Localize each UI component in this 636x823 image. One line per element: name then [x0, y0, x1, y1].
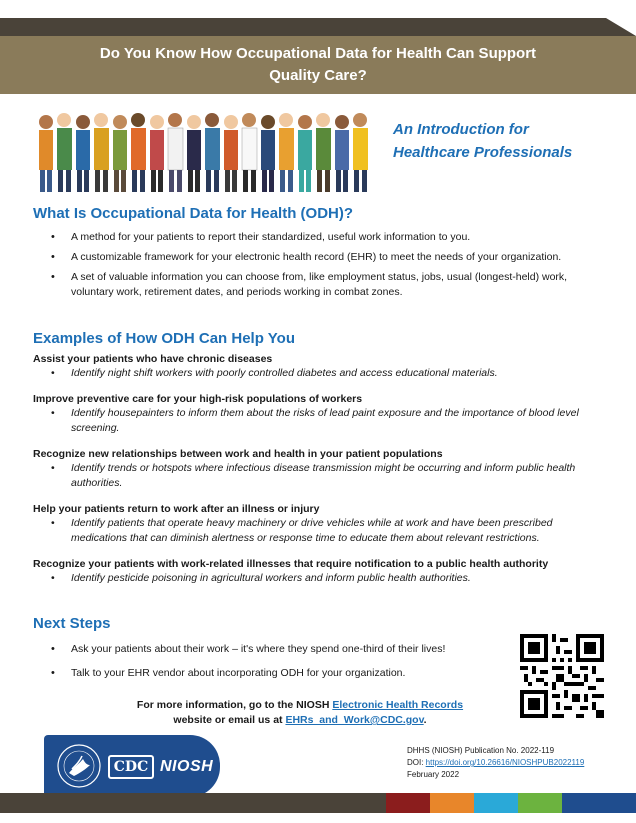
niosh-logo: NIOSH: [160, 758, 214, 775]
intro-line-1: An Introduction for: [393, 121, 529, 138]
example-detail: • Identify trends or hotspots where infectious disease transmission might be occurring and inform public health authorities.: [33, 461, 608, 491]
example-block: [33, 352, 608, 381]
more-info-middle: website or email us at: [173, 714, 286, 726]
more-info: [100, 698, 500, 728]
example-detail: • Identify patients that operate heavy machinery or drive vehicles while at work and have been prescribed medications that can diminish alertness or response time to educate them about relevant restrictions.: [33, 516, 608, 546]
odh-bullet: • A customizable framework for your electronic health record (EHR) to meet the needs of your organization.: [33, 250, 608, 265]
odh-bullet: • A method for your patients to report their standardized, useful work information to you.: [33, 230, 608, 245]
example-heading: Recognize new relationships between work and health in your patient populations: [33, 448, 443, 460]
top-stripe: [0, 18, 636, 36]
publication-info: [407, 745, 584, 781]
odh-heading: What Is Occupational Data for Health (ODH)?: [33, 205, 354, 222]
doi-link[interactable]: https://doi.org/10.26616/NIOSHPUB2022119: [425, 758, 585, 767]
examples-heading: Examples of How ODH Can Help You: [33, 330, 295, 347]
odh-bullet: • A set of valuable information you can choose from, like employment status, jobs, usual (longest-held) work, voluntary work, retirement dates, and periods working in combat zones.: [33, 270, 608, 300]
workers-illustration: [33, 100, 381, 195]
hhs-seal-icon: [56, 743, 102, 789]
page-title: Do You Know How Occupational Data for Health Can Support Quality Care?: [99, 45, 537, 84]
footer-segment: [0, 793, 386, 813]
example-block: [33, 557, 608, 586]
example-heading: Assist your patients who have chronic diseases: [33, 353, 273, 365]
footer-segment: [430, 793, 474, 813]
footer-segment: [562, 793, 636, 813]
doi-label: DOI:: [407, 758, 426, 767]
intro-line-2: Healthcare Professionals: [393, 144, 573, 161]
header-banner: [0, 36, 636, 94]
example-heading: Recognize your patients with work-related illnesses that require notification to a public health authority: [33, 558, 549, 570]
example-block: [33, 392, 608, 436]
publication-number: DHHS (NIOSH) Publication No. 2022-119: [407, 746, 555, 755]
example-detail: • Identify pesticide poisoning in agricultural workers and inform public health authorities.: [33, 571, 608, 586]
example-heading: Improve preventive care for your high-risk populations of workers: [33, 393, 363, 405]
example-heading: Help your patients return to work after an illness or injury: [33, 503, 320, 515]
example-block: [33, 447, 608, 491]
odh-section: [33, 204, 608, 305]
next-steps-section: [33, 614, 513, 686]
footer-segment: [518, 793, 562, 813]
next-steps-bullet: • Ask your patients about their work – it's where they spend one-third of their lives!: [33, 642, 513, 657]
example-block: [33, 502, 608, 546]
more-info-suffix: .: [423, 714, 427, 726]
qr-code[interactable]: [520, 634, 604, 718]
email-link[interactable]: EHRs_and_Work@CDC.gov: [285, 714, 424, 726]
ehr-link[interactable]: Electronic Health Records: [332, 699, 464, 711]
footer-segment: [474, 793, 518, 813]
publication-date: February 2022: [407, 770, 460, 779]
example-detail: • Identify night shift workers with poorly controlled diabetes and access educational materials.: [33, 366, 608, 381]
cdc-logo: CDC: [108, 755, 154, 779]
footer-color-bar: [0, 793, 636, 813]
examples-section: [33, 329, 608, 586]
next-steps-bullet: • Talk to your EHR vendor about incorporating ODH for your organization.: [33, 666, 513, 681]
example-detail: • Identify housepainters to inform them about the risks of lead paint exposure and the importance of blood level screening.: [33, 406, 608, 436]
next-steps-heading: Next Steps: [33, 615, 111, 632]
footer-segment: [386, 793, 430, 813]
more-info-prefix: For more information, go to the NIOSH: [136, 699, 333, 711]
intro-subtitle: [393, 118, 613, 164]
agency-logos: [44, 735, 220, 797]
